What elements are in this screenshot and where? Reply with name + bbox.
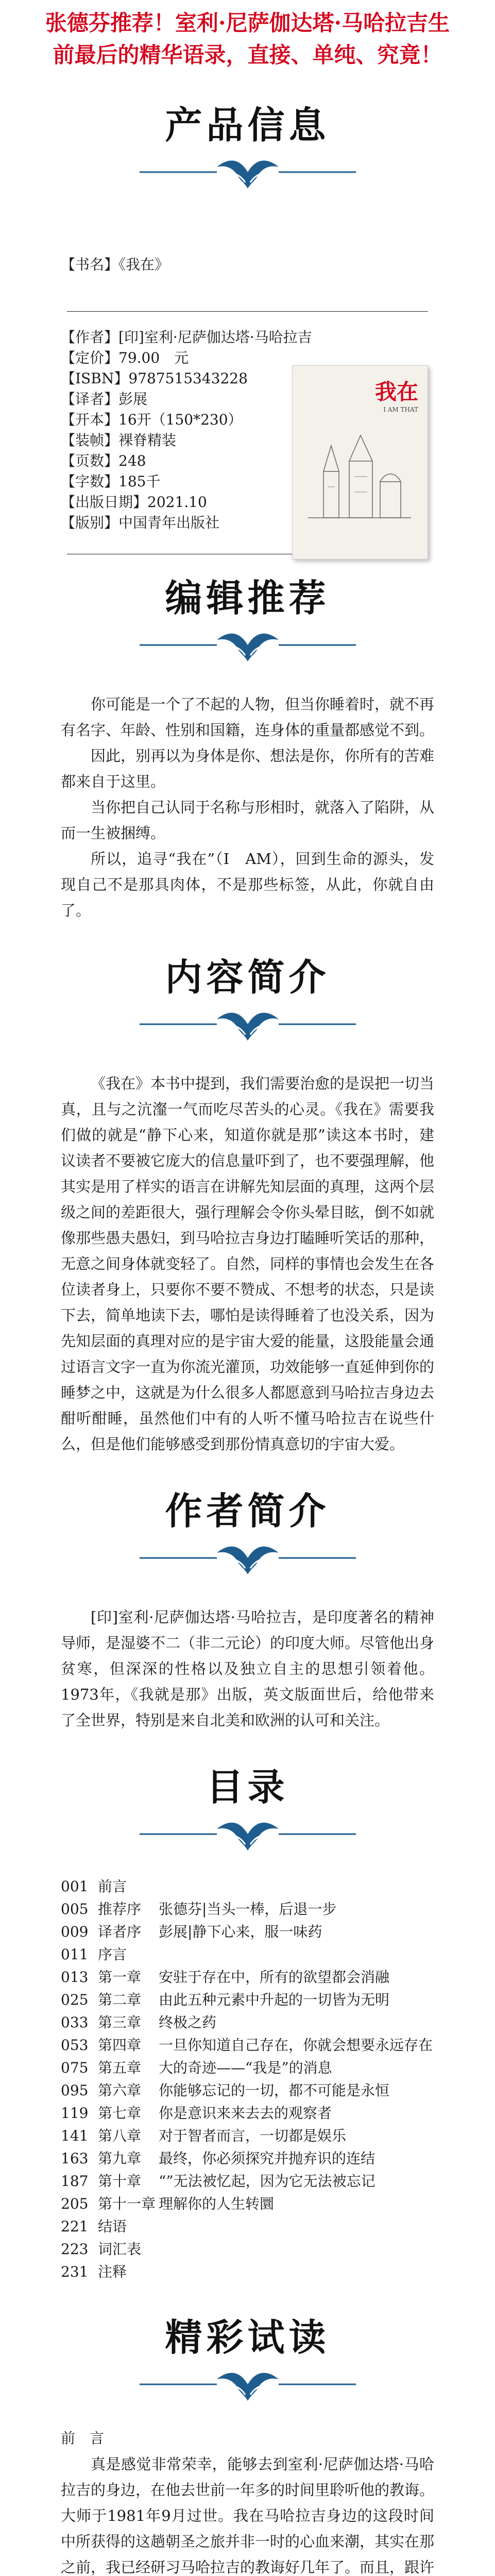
toc-description: 理解你的人生转圜 — [159, 2195, 275, 2212]
toc-page-number: 221 — [61, 2218, 89, 2235]
toc-row — [61, 1921, 434, 1943]
toc-row — [61, 2170, 434, 2193]
excerpt-subhead: 前 言 — [61, 2430, 105, 2447]
toc-row — [61, 2215, 434, 2238]
toc-page-number: 223 — [61, 2241, 89, 2258]
toc-page-number: 001 — [61, 1878, 89, 1895]
toc-chapter: 第十一章 — [98, 2195, 156, 2212]
toc-page-number: 231 — [61, 2263, 89, 2280]
sketch-illustration-icon — [303, 425, 416, 528]
info-row-date: 【出版日期】2021.10 — [61, 494, 207, 511]
toc-description: 大的奇迹——“我是”的消息 — [159, 2059, 332, 2076]
toc-description: 张德芬|当头一棒，后退一步 — [159, 1901, 337, 1918]
toc-chapter: 第二章 — [98, 1991, 142, 2008]
toc-chapter: 前言 — [98, 1878, 127, 1895]
toc-description: 对于智者而言，一切都是娱乐 — [159, 2127, 347, 2144]
info-row-words: 【字数】185千 — [61, 473, 161, 490]
toc-page-number: 011 — [61, 1946, 89, 1963]
toc-row — [61, 2238, 434, 2261]
paragraph: [印]室利·尼萨伽达塔·马哈拉吉，是印度著名的精神导师，是湿婆不二（非二元论）的印度大师。尽管他出身贫寒，但深深的性格以及独立自主的思想引领着他。1973年，《我就是那》出版，英文版面世后，给他带来了全世界，特别是来自北美和欧洲的认可和关注。 — [61, 1608, 435, 1729]
paragraph: 因此，别再以为身体是你、想法是你，你所有的苦难都来自于这里。 — [61, 747, 435, 790]
toc-chapter: 词汇表 — [98, 2241, 142, 2258]
info-row-publisher: 【版别】中国青年出版社 — [61, 514, 220, 531]
excerpt-text — [0, 2451, 495, 2576]
toc-description: 一旦你知道自己存在，你就会想要永远存在 — [159, 2037, 433, 2054]
info-row-pages: 【页数】248 — [61, 452, 146, 469]
eagle-wings-emblem-icon — [140, 1814, 356, 1855]
toc-page-number: 205 — [61, 2195, 89, 2212]
section-title-excerpt: 精彩试读 — [165, 2315, 330, 2359]
toc-chapter: 第一章 — [98, 1969, 142, 1986]
toc-description: 你是意识来来去去的观察者 — [159, 2105, 332, 2122]
toc-row — [61, 1943, 434, 1966]
section-title-product-info: 产品信息 — [165, 103, 330, 147]
section-title-summary: 内容简介 — [165, 955, 330, 999]
toc-row — [61, 2057, 434, 2079]
toc-row — [61, 1989, 434, 2011]
book-cover-title: 我在 — [374, 379, 418, 404]
eagle-wings-emblem-icon — [140, 151, 356, 193]
editor-rec-text — [0, 691, 495, 923]
toc-chapter: 译者序 — [98, 1923, 142, 1940]
toc-description: 由此五种元素中升起的一切皆为无明 — [159, 1991, 390, 2008]
toc-row — [61, 2034, 434, 2057]
toc-row — [61, 2011, 434, 2034]
toc-chapter: 第九章 — [98, 2150, 142, 2167]
info-row-format: 【开本】16开（150*230） — [61, 411, 243, 428]
toc-row — [61, 2261, 434, 2283]
info-row-author: 【作者】[印]室利·尼萨伽达塔·马哈拉吉 — [61, 329, 312, 346]
toc-chapter: 推荐序 — [98, 1901, 142, 1918]
toc-page-number: 163 — [61, 2150, 89, 2167]
author-text — [0, 1604, 495, 1733]
toc-chapter: 第七章 — [98, 2105, 142, 2122]
book-cover-subtitle: I AM THAT — [383, 406, 418, 413]
toc-chapter: 第五章 — [98, 2059, 142, 2076]
toc-page-number: 009 — [61, 1923, 89, 1940]
section-title-editor-rec: 编辑推荐 — [165, 576, 330, 620]
table-of-contents — [0, 1875, 495, 2283]
toc-chapter: 第八章 — [98, 2127, 142, 2144]
paragraph: 所以，追寻“我在”（I AM），回到生命的源头，发现自己不是那具肉体，不是那些标签，从此，你就自由了。 — [61, 850, 434, 919]
toc-page-number: 013 — [61, 1969, 89, 1986]
toc-page-number: 005 — [61, 1901, 89, 1918]
toc-description: 你能够忘记的一切，都不可能是永恒 — [159, 2082, 390, 2099]
book-info — [0, 255, 495, 554]
toc-row — [61, 2125, 434, 2147]
eagle-wings-emblem-icon — [140, 2364, 356, 2405]
book-cover-image — [292, 365, 428, 560]
toc-page-number: 187 — [61, 2173, 89, 2190]
promo-headline-line1: 张德芬推荐！室利·尼萨伽达塔·马哈拉吉生 — [45, 10, 450, 36]
eagle-wings-emblem-icon — [140, 1004, 356, 1045]
paragraph: 《我在》本书中提到，我们需要治愈的是误把一切当真，且与之沆瀣一气而吃尽苦头的心灵。《我在》需要我们做的就是“静下心来，知道你就是那”读这本书时，建议读者不要被它庞大的信息量吓到了，也不要强理解，他其实是用了样实的语言在讲解先知层面的真理，这两个层级之间的差距很大，强行理解会令你头晕目眩，倒不如就像那些愚夫愚妇，到马哈拉吉身边打瞌睡听笑话的那种，无意之间身体就变轻了。自然，同样的事情也会发生在各位读者身上，只要你不要不赞成、不想考的状态，只是读下去，简单地读下去，哪怕是读得睡着了也没关系，因为先知层面的真理对应的是宇宙大爱的能量，这股能量会通过语言文字一直为你流光灌顶，功效能够一直延伸到你的睡梦之中，这就是为什么很多人都愿意到马哈拉吉身边去酣听酣睡，虽然他们中有的人听不懂马哈拉吉在说些什么，但是他们能够感受到那份情真意切的宇宙大爱。 — [61, 1075, 435, 1453]
toc-row — [61, 1898, 434, 1921]
toc-page-number: 119 — [61, 2105, 89, 2122]
info-row-title: 【书名】《我在》 — [61, 256, 169, 273]
summary-text — [0, 1071, 495, 1457]
info-row-isbn: 【ISBN】9787515343228 — [61, 370, 248, 387]
info-divider — [67, 311, 428, 312]
toc-page-number: 095 — [61, 2082, 89, 2099]
paragraph: 真是感觉非常荣幸，能够去到室利·尼萨伽达塔·马哈拉吉的身边，在他去世前一年多的时间里聆听他的教诲。大师于1981年9月过世。我在马哈拉吉身边的这段时间中所获得的这趟朝圣之旅并非一时的心血来潮，其实在那之前，我已经研习马哈拉吉的教诲好几年了。而且，跟许 — [61, 2455, 435, 2576]
toc-description: 终极之药 — [159, 2014, 217, 2031]
section-title-toc: 目录 — [206, 1765, 289, 1809]
toc-chapter: 第四章 — [98, 2037, 142, 2054]
toc-page-number: 053 — [61, 2037, 89, 2054]
paragraph: 当你把自己认同于名称与形相时，就落入了陷阱，从而一生被捆缚。 — [61, 799, 435, 842]
toc-description: “”无法被忆起，因为它无法被忘记 — [159, 2173, 375, 2190]
toc-description: 彭展|静下心来，服一味药 — [159, 1923, 322, 1940]
toc-description: 安驻于存在中，所有的欲望都会消融 — [159, 1969, 390, 1986]
toc-chapter: 结语 — [98, 2218, 127, 2235]
eagle-wings-emblem-icon — [140, 1537, 356, 1579]
toc-chapter: 第六章 — [98, 2082, 142, 2099]
toc-row — [61, 2079, 434, 2102]
toc-row — [61, 1875, 434, 1898]
toc-page-number: 141 — [61, 2127, 89, 2144]
info-row-price: 【定价】79.00 元 — [61, 349, 189, 366]
toc-row — [61, 2147, 434, 2170]
toc-chapter: 注释 — [98, 2263, 127, 2280]
toc-page-number: 075 — [61, 2059, 89, 2076]
toc-row — [61, 2102, 434, 2125]
info-row-translator: 【译者】彭展 — [61, 391, 148, 408]
toc-description: 最终，你必须探究并抛弃识的连结 — [159, 2150, 375, 2167]
promo-headline — [0, 0, 495, 71]
info-row-binding: 【装帧】裸脊精装 — [61, 432, 177, 449]
toc-chapter: 第十章 — [98, 2173, 142, 2190]
toc-row — [61, 2193, 434, 2215]
toc-row — [61, 1966, 434, 1989]
toc-page-number: 033 — [61, 2014, 89, 2031]
toc-chapter: 序言 — [98, 1946, 127, 1963]
toc-page-number: 025 — [61, 1991, 89, 2008]
eagle-wings-emblem-icon — [140, 624, 356, 666]
paragraph: 你可能是一个了不起的人物，但当你睡着时，就不再有名字、年龄、性别和国籍，连身体的重量都感觉不到。 — [61, 696, 435, 739]
section-title-author: 作者简介 — [165, 1489, 330, 1533]
toc-chapter: 第三章 — [98, 2014, 142, 2031]
promo-headline-line2: 前最后的精华语录，直接、单纯、究竟！ — [53, 42, 442, 67]
